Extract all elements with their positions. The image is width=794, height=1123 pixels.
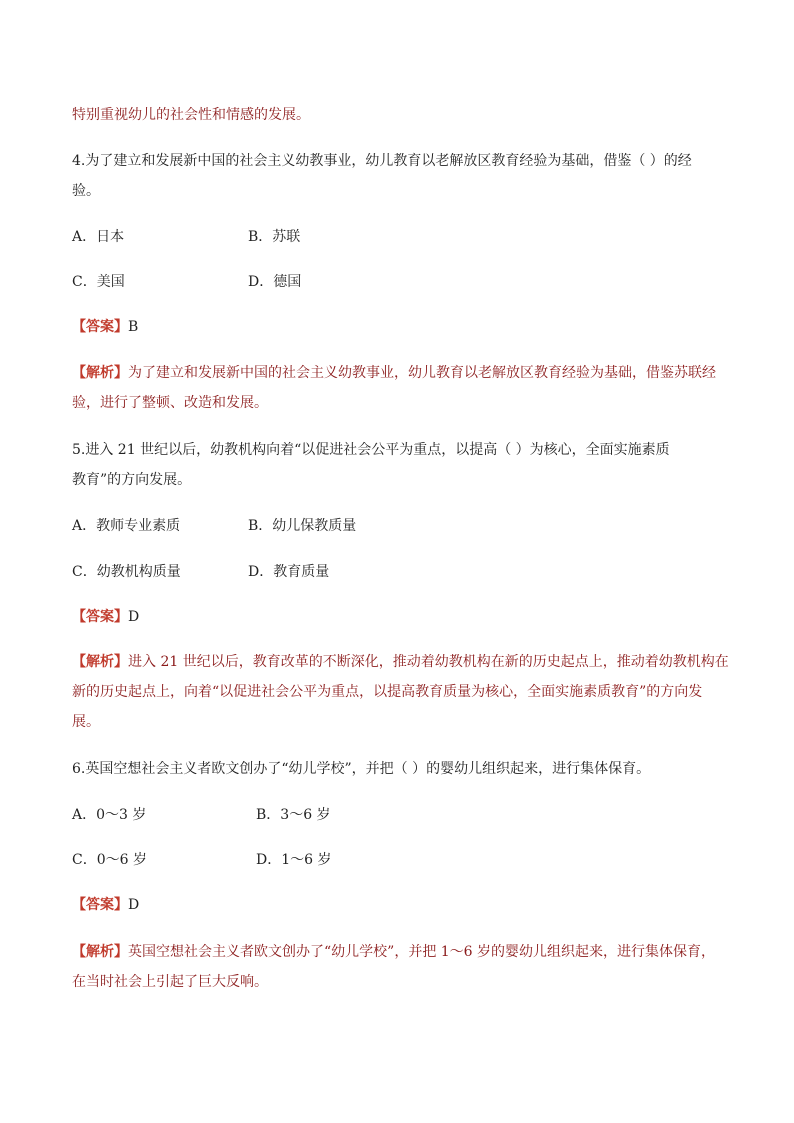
question-5-option-d: D．教育质量	[248, 564, 330, 580]
question-6-option-a: A．0～3 岁	[72, 807, 147, 823]
question-4-stem-line2: 验。	[72, 183, 100, 199]
question-4-analysis-line2: 验，进行了整顿、改造和发展。	[72, 395, 268, 411]
answer-label: 【答案】	[72, 609, 128, 625]
question-6-analysis-line1	[72, 942, 715, 962]
question-4-option-d: D．德国	[248, 274, 302, 290]
question-4-option-b: B．苏联	[248, 229, 301, 245]
analysis-text: 进入 21 世纪以后，教育改革的不断深化，推动着幼教机构在新的历史起点上，推动着幼教机构在	[128, 654, 729, 670]
question-5-stem-line1: 5.进入 21 世纪以后，幼教机构向着“以促进社会公平为重点，以提高（ ）为核心，全面实施素质	[72, 442, 670, 458]
question-4-option-a: A．日本	[72, 229, 125, 245]
question-6-stem-line1: 6.英国空想社会主义者欧文创办了“幼儿学校”，并把（ ）的婴幼儿组织起来，进行集体保育。	[72, 761, 651, 777]
question-6-option-b: B．3～6 岁	[256, 807, 331, 823]
question-5-option-c: C．幼教机构质量	[72, 564, 181, 580]
question-5-option-a: A．教师专业素质	[72, 518, 181, 534]
question-5-analysis-line3: 展。	[72, 714, 100, 730]
analysis-text: 英国空想社会主义者欧文创办了“幼儿学校”，并把 1～6 岁的婴幼儿组织起来，进行集体保育，	[128, 944, 716, 960]
answer-label: 【答案】	[72, 319, 128, 335]
analysis-label: 【解析】	[72, 944, 128, 960]
question-6-option-d: D．1～6 岁	[256, 852, 332, 868]
answer-value: D	[128, 609, 140, 625]
analysis-label: 【解析】	[72, 365, 128, 381]
analysis-label: 【解析】	[72, 654, 128, 670]
question-5-analysis-line2: 新的历史起点上，向着“以促进社会公平为重点，以提高教育质量为核心，全面实施素质教育”的方向发	[72, 684, 703, 700]
question-4-answer	[72, 317, 138, 337]
intro-text: 特别重视幼儿的社会性和情感的发展。	[72, 107, 310, 123]
answer-value: D	[128, 897, 140, 913]
question-5-answer	[72, 607, 139, 627]
question-5-option-b: B．幼儿保教质量	[248, 518, 357, 534]
question-5-stem-line2: 教育”的方向发展。	[72, 472, 192, 488]
question-4-option-c: C．美国	[72, 274, 125, 290]
question-6-analysis-line2: 在当时社会上引起了巨大反响。	[72, 974, 268, 990]
question-4-stem-line1: 4.为了建立和发展新中国的社会主义幼教事业，幼儿教育以老解放区教育经验为基础，借鉴（ ）的经	[72, 153, 692, 169]
question-5-analysis-line1	[72, 652, 729, 672]
analysis-text: 为了建立和发展新中国的社会主义幼教事业，幼儿教育以老解放区教育经验为基础，借鉴苏联经	[128, 365, 716, 381]
question-4-analysis-line1	[72, 363, 716, 383]
question-6-answer	[72, 895, 139, 915]
question-6-option-c: C．0～6 岁	[72, 852, 147, 868]
answer-label: 【答案】	[72, 897, 128, 913]
answer-value: B	[128, 319, 139, 335]
